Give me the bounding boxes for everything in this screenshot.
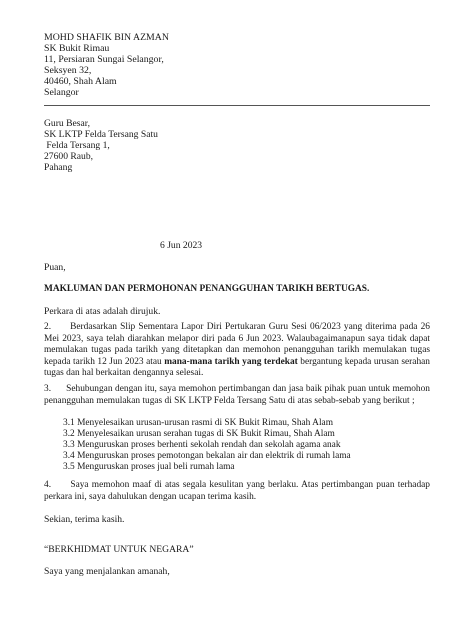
motto: “BERKHIDMAT UNTUK NEGARA” <box>44 544 194 555</box>
header-divider <box>44 105 430 106</box>
recipient-line: Felda Tersang 1, <box>44 140 110 151</box>
list-item: 3.4 Menguruskan proses pemotongan bekalan air dan elektrik di rumah lama <box>63 451 351 461</box>
list-item: 3.1 Menyelesaikan urusan-urusan rasmi di SK Bukit Rimau, Shah Alam <box>63 418 334 428</box>
recipient-line: Pahang <box>44 162 73 173</box>
sender-address-line: Seksyen 32, <box>44 65 92 76</box>
sender-name: MOHD SHAFIK BIN AZMAN <box>44 32 169 43</box>
reference-line: Perkara di atas adalah dirujuk. <box>44 306 161 317</box>
paragraph-2 <box>44 322 430 380</box>
recipient-line: SK LKTP Felda Tersang Satu <box>44 129 158 140</box>
sender-address-line: Selangor <box>44 87 79 98</box>
letter-date: 6 Jun 2023 <box>160 240 203 251</box>
list-item: 3.5 Menguruskan proses jual beli rumah lama <box>63 462 235 472</box>
closing-line: Sekian, terima kasih. <box>44 514 125 525</box>
paragraph-2-text-end: bergantung kepada urusan serahan tugas dan hal berkaitan dengannya selesai. <box>44 356 430 379</box>
letter-subject: MAKLUMAN DAN PERMOHONAN PENANGGUHAN TARIKH BERTUGAS. <box>44 284 370 294</box>
sender-address-line: 40460, Shah Alam <box>44 76 117 87</box>
sign-off: Saya yang menjalankan amanah, <box>44 566 170 577</box>
sender-address-line: 11, Persiaran Sungai Selangor, <box>44 54 164 65</box>
recipient-line: Guru Besar, <box>44 118 90 129</box>
list-item: 3.2 Menyelesaikan urusan serahan tugas di SK Bukit Rimau, Shah Alam <box>63 429 335 439</box>
paragraph-2-text: 2. Berdasarkan Slip Sementara Lapor Diri Pertukaran Guru Sesi 06/2023 yang diterima pada 26 Mei 2023, saya telah diarahkan melapor diri pada 6 Jun 2023. Walaubagaimanapun saya tidak dapat memulakan tugas pada tarikh yang ditetapkan dan memohon penangguhan tarikh memulakan tugas kepada tarikh 12 Jun 2023 atau <box>44 322 430 367</box>
paragraph-4: 4. Saya memohon maaf di atas segala kesulitan yang berlaku. Atas pertimbangan puan terhadap perkara ini, saya dahulukan dengan ucapan terima kasih. <box>44 480 430 502</box>
recipient-line: 27600 Raub, <box>44 151 94 162</box>
salutation: Puan, <box>44 262 66 273</box>
sender-address-line: SK Bukit Rimau <box>44 43 110 54</box>
paragraph-2-bold: mana-mana tarikh yang terdekat <box>164 356 298 367</box>
list-item: 3.3 Menguruskan proses berhenti sekolah rendah dan sekolah agama anak <box>63 440 341 450</box>
paragraph-3: 3. Sehubungan dengan itu, saya memohon pertimbangan dan jasa baik pihak puan untuk memohon penangguhan memulakan tugas di SK LKTP Felda Tersang Satu di atas sebab-sebab yang berikut ; <box>44 384 430 406</box>
